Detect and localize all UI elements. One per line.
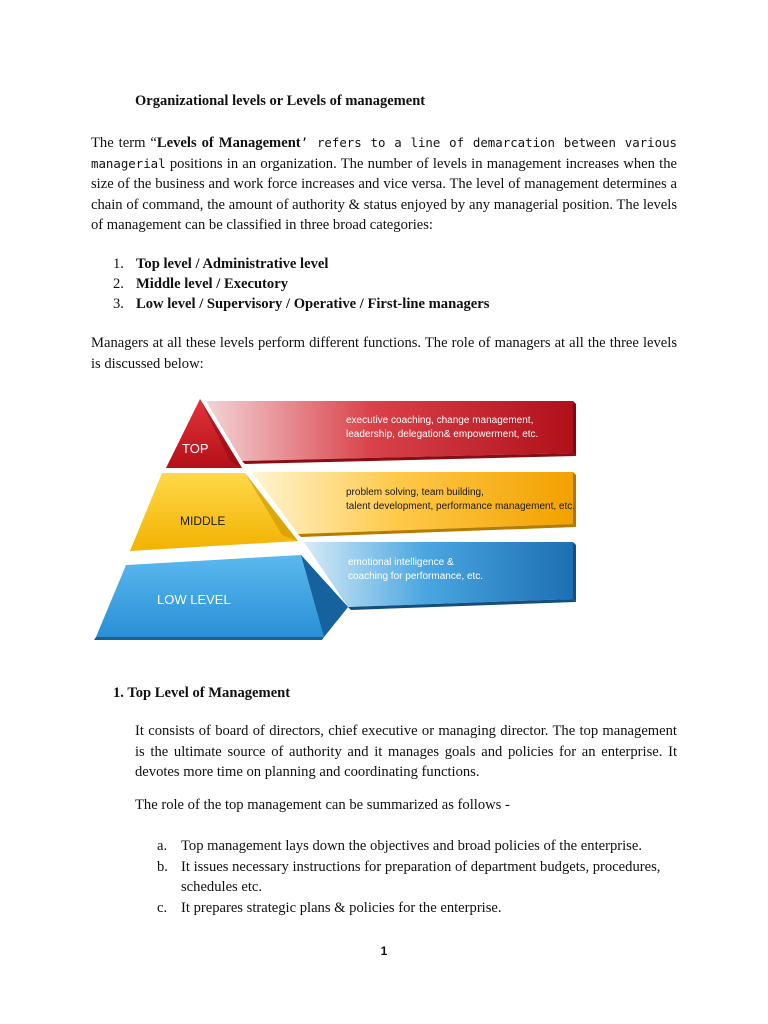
list-item-label: Low level / Supervisory / Operative / First-line managers (136, 296, 490, 312)
list-item-number: 1. (113, 256, 124, 272)
middle-band-line1: problem solving, team building, (346, 487, 484, 498)
list-item-label: Top level / Administrative level (136, 256, 329, 272)
low-band-line1: emotional intelligence & (348, 557, 454, 568)
list-item-label: Middle level / Executory (136, 276, 288, 292)
middle-level-label: MIDDLE (180, 514, 226, 528)
list-item (91, 294, 489, 314)
top-level-band (206, 401, 576, 464)
intro-mono-text: ’ refers to a line of demarcation between various managerial (91, 135, 678, 171)
list-item-letter: c. (157, 899, 168, 916)
top-level-role-list (135, 836, 677, 918)
list-item-text: It issues necessary instructions for preparation of department budgets, procedures, schedules etc. (181, 858, 661, 895)
list-item-text: Top management lays down the objectives and broad policies of the enterprise. (181, 838, 642, 854)
list-item (91, 274, 489, 294)
section-title-top-level: 1. Top Level of Management (113, 685, 291, 701)
levels-list (91, 254, 489, 314)
list-item-letter: b. (157, 858, 168, 875)
top-band-line2: leadership, delegation& empowerment, etc. (346, 429, 539, 440)
middle-band-line2: talent development, performance management, etc. (346, 501, 576, 512)
list-item-number: 3. (113, 296, 124, 312)
managers-paragraph: Managers at all these levels perform different functions. The role of managers at all the three levels is discussed below: (91, 335, 677, 372)
list-item-text: It prepares strategic plans & policies for the enterprise. (181, 899, 502, 916)
middle-level-band (252, 472, 576, 537)
top-level-description: It consists of board of directors, chief executive or managing director. The top management is the ultimate source of authority and it manages goals and policies for an enterprise. It devotes more time on planning and coordinating functions. (135, 723, 677, 780)
list-item (91, 254, 489, 274)
list-item (135, 836, 677, 857)
list-item (135, 857, 677, 898)
intro-bold-term: Levels of Management (156, 135, 301, 151)
page-number: 1 (380, 944, 388, 958)
top-level-role-intro: The role of the top management can be summarized as follows - (135, 797, 510, 813)
management-pyramid-diagram (92, 395, 576, 641)
list-item (135, 898, 677, 919)
low-band-line2: coaching for performance, etc. (348, 571, 484, 582)
document-heading: Organizational levels or Levels of management (135, 93, 426, 109)
intro-paragraph (91, 133, 677, 236)
low-level-band (304, 542, 576, 610)
top-level-label: TOP (182, 441, 209, 456)
list-item-number: 2. (113, 276, 124, 292)
intro-prefix: The term “ (91, 135, 157, 151)
intro-rest: positions in an organization. The number of levels in management increases when the size of the business and work force increases and vice versa. The level of management determines a chain of command, the amount of authority & status enjoyed by any managerial position. The levels of management can be classified in three broad categories: (91, 155, 677, 233)
top-band-line1: executive coaching, change management, (346, 415, 534, 426)
low-level-pyramid (94, 555, 348, 640)
list-item-letter: a. (157, 838, 168, 854)
low-level-label: LOW LEVEL (157, 592, 231, 607)
